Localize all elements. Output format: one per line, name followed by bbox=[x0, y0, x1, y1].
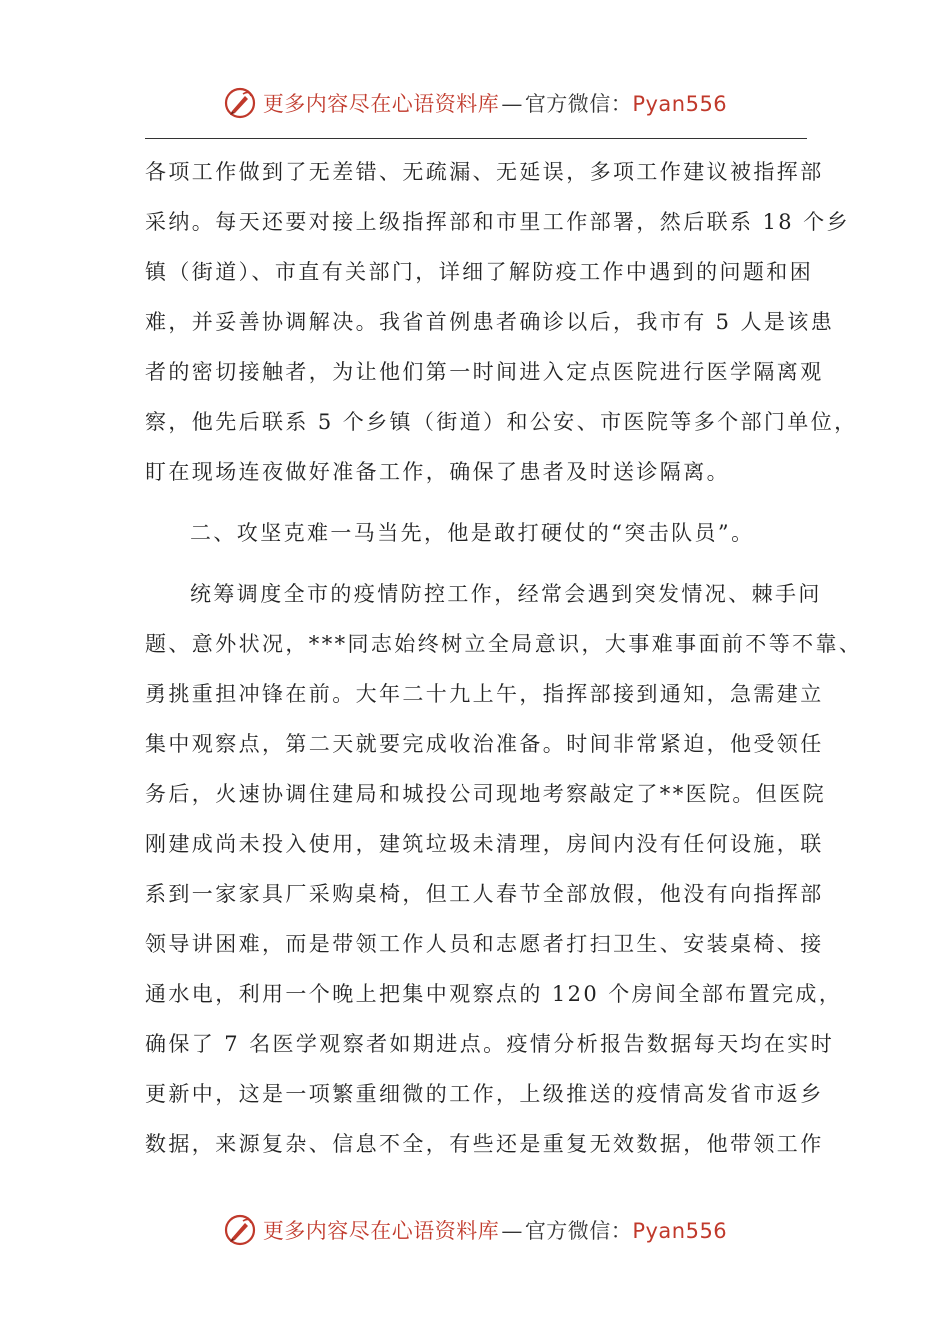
banner-dash: — bbox=[501, 92, 523, 116]
text-line: 察，他先后联系 5 个乡镇（街道）和公安、市医院等多个部门单位， bbox=[145, 410, 858, 434]
banner-wechat-id: Pyan556 bbox=[632, 92, 728, 116]
banner-site: 更多内容尽在心语资料库 bbox=[262, 1219, 500, 1243]
text-line: 系到一家家具厂采购桌椅，但工人春节全部放假，他没有向指挥部 bbox=[145, 882, 824, 906]
pen-logo-icon bbox=[223, 1213, 257, 1247]
text-line: 镇（街道）、市直有关部门，详细了解防疫工作中遇到的问题和困 bbox=[145, 260, 814, 284]
text-line: 数据，来源复杂、信息不全，有些还是重复无效数据，他带领工作 bbox=[145, 1132, 824, 1156]
text-line: 者的密切接触者，为让他们第一时间进入定点医院进行医学隔离观 bbox=[145, 360, 824, 384]
document-body bbox=[145, 147, 863, 1169]
text-line: 集中观察点，第二天就要完成收治准备。时间非常紧迫，他受领任 bbox=[145, 732, 824, 756]
footer-banner bbox=[0, 1210, 950, 1250]
header-banner bbox=[0, 83, 950, 123]
banner-site: 更多内容尽在心语资料库 bbox=[262, 92, 500, 116]
text-line: 确保了 7 名医学观察者如期进点。疫情分析报告数据每天均在实时 bbox=[145, 1032, 835, 1056]
banner-text bbox=[263, 88, 727, 118]
text-line: 更新中，这是一项繁重细微的工作，上级推送的疫情高发省市返乡 bbox=[145, 1082, 824, 1106]
pen-logo-icon bbox=[223, 86, 257, 120]
text-line: 勇挑重担冲锋在前。大年二十九上午，指挥部接到通知，急需建立 bbox=[145, 682, 824, 706]
banner-dash: — bbox=[501, 1219, 523, 1243]
banner-wechat-label: 官方微信： bbox=[524, 92, 633, 116]
text-line: 盯在现场连夜做好准备工作，确保了患者及时送诊隔离。 bbox=[145, 460, 730, 484]
text-line: 通水电，利用一个晚上把集中观察点的 120 个房间全部布置完成， bbox=[145, 982, 843, 1006]
text-line: 难，并妥善协调解决。我省首例患者确诊以后，我市有 5 人是该患 bbox=[145, 310, 835, 334]
text-line: 刚建成尚未投入使用，建筑垃圾未清理，房间内没有任何设施，联 bbox=[145, 832, 824, 856]
text-line: 采纳。每天还要对接上级指挥部和市里工作部署，然后联系 18 个乡 bbox=[145, 210, 850, 234]
banner-wechat-id: Pyan556 bbox=[632, 1219, 728, 1243]
text-line: 题、意外状况，***同志始终树立全局意识，大事难事面前不等不靠、 bbox=[145, 632, 863, 656]
section-heading: 二、攻坚克难一马当先，他是敢打硬仗的“突击队员”。 bbox=[190, 521, 755, 545]
banner-text bbox=[263, 1215, 727, 1245]
text-line: 各项工作做到了无差错、无疏漏、无延误，多项工作建议被指挥部 bbox=[145, 160, 824, 184]
text-line: 领导讲困难，而是带领工作人员和志愿者打扫卫生、安装桌椅、接 bbox=[145, 932, 824, 956]
text-line: 统筹调度全市的疫情防控工作，经常会遇到突发情况、棘手问 bbox=[190, 582, 822, 606]
text-line: 务后，火速协调住建局和城投公司现地考察敲定了**医院。但医院 bbox=[145, 782, 826, 806]
header-divider bbox=[145, 138, 807, 139]
banner-wechat-label: 官方微信： bbox=[524, 1219, 633, 1243]
